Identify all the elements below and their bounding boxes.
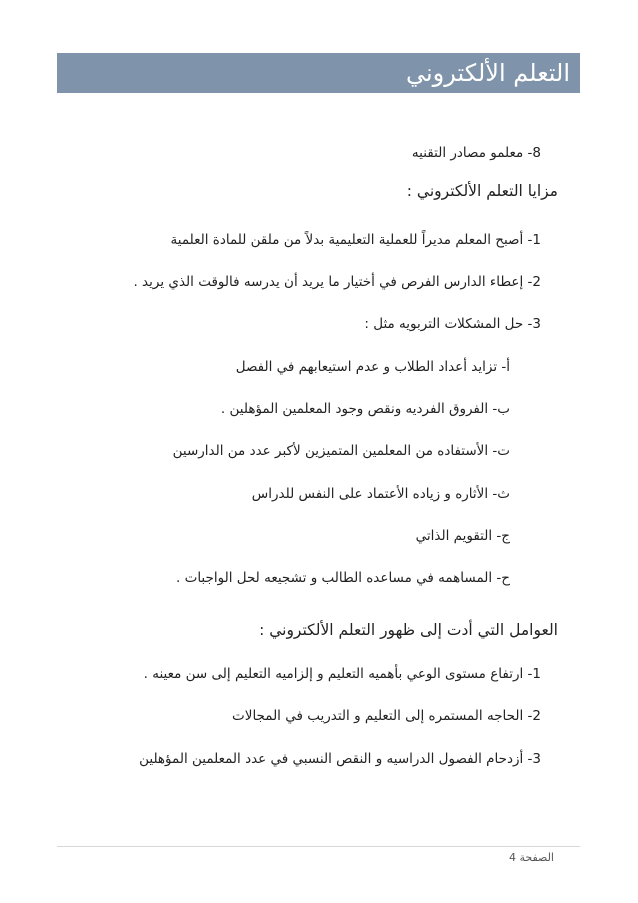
sub-item-ba: ب- الفروق الفرديه ونقص وجود المعلمين المؤهلين .	[220, 401, 510, 417]
factor-item-2: 2- الحاجه المستمره إلى التعليم و التدريب في المجالات	[232, 708, 541, 724]
factor-item-3: 3- أزدحام الفصول الدراسيه و النقص النسبي في عدد المعلمين المؤهلين	[139, 751, 541, 767]
sub-item-jim: ج- التقويم الذاتي	[415, 528, 510, 544]
sub-item-alif: أ- تزايد أعداد الطلاب و عدم استيعابهم في الفصل	[235, 359, 510, 375]
list-item-8: 8- معلمو مصادر التقنيه	[411, 145, 541, 161]
factors-heading: العوامل التي أدت إلى ظهور التعلم الألكتروني :	[259, 621, 558, 639]
page-number: الصفحة 4	[508, 851, 554, 864]
factor-item-1: 1- ارتفاع مستوى الوعي بأهميه التعليم و إلزاميه التعليم إلى سن معينه .	[143, 666, 541, 682]
advantage-item-1: 1- أصبح المعلم مديراً للعملية التعليمية بدلاً من ملقن للمادة العلمية	[170, 232, 541, 248]
advantages-heading: مزايا التعلم الألكتروني :	[406, 182, 558, 200]
header-bar	[57, 53, 580, 93]
sub-item-ha: ح- المساهمه في مساعده الطالب و تشجيعه لحل الواجبات .	[176, 570, 510, 586]
sub-item-tha: ث- الأثاره و زياده الأعتماد على النفس للدراس	[251, 486, 510, 502]
page-title: التعلم الألكتروني	[405, 59, 570, 87]
advantage-item-3: 3- حل المشكلات التربويه مثل :	[364, 316, 541, 332]
advantage-item-2: 2- إعطاء الدارس الفرص في أختيار ما يريد أن يدرسه فالوقت الذي يريد .	[133, 274, 541, 290]
footer-divider	[57, 846, 580, 847]
sub-item-ta: ت- الأستفاده من المعلمين المتميزين لأكبر عدد من الدارسين	[172, 443, 510, 459]
